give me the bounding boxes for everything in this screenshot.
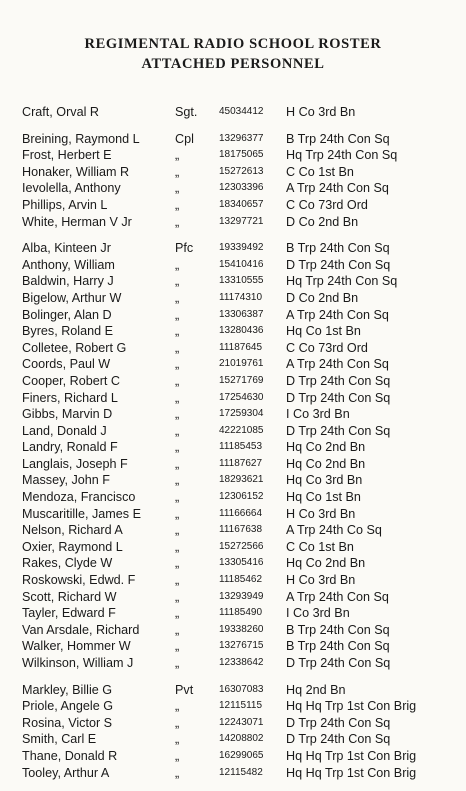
unit: I Co 3rd Bn: [286, 606, 350, 621]
rank: „: [175, 656, 180, 670]
rank: „: [175, 523, 180, 538]
unit: B Trp 24th Con Sq: [286, 639, 390, 654]
serial-number: 11185490: [219, 607, 263, 619]
roster-row: [22, 131, 462, 148]
serial-number: 18175065: [219, 149, 264, 161]
rank: „: [175, 473, 180, 488]
serial-number: 13280436: [219, 325, 264, 337]
rank: „: [175, 456, 180, 471]
person-name: Craft, Orval R: [22, 105, 99, 119]
person-name: Landry, Ronald F: [22, 440, 118, 455]
serial-number: 12338642: [219, 657, 264, 668]
serial-number: 13297721: [219, 215, 264, 227]
person-name: Markley, Billie G: [22, 682, 113, 697]
rank: Sgt.: [175, 105, 198, 119]
serial-number: 11167638: [219, 524, 263, 536]
rank: „: [175, 197, 180, 212]
person-name: Scott, Richard W: [22, 589, 117, 604]
roster-row: [22, 472, 462, 489]
serial-number: 13305416: [219, 557, 264, 569]
roster-group: [22, 682, 462, 782]
serial-number: 13296377: [219, 132, 264, 144]
roster-row: [22, 390, 462, 407]
serial-number: 14208802: [219, 733, 264, 745]
rank: „: [175, 715, 180, 730]
rank: „: [175, 164, 180, 179]
rank: „: [175, 423, 180, 438]
serial-number: 11187645: [219, 341, 263, 353]
rank: „: [175, 290, 180, 305]
roster-row: [22, 622, 462, 639]
roster-group: [22, 104, 462, 121]
serial-number: 16299065: [219, 749, 264, 761]
serial-number: 13306387: [219, 308, 264, 320]
roster-row: [22, 423, 462, 440]
roster-row: [22, 147, 462, 164]
person-name: Bolinger, Alan D: [22, 307, 112, 322]
roster-row: [22, 715, 462, 732]
roster-row: [22, 698, 462, 715]
unit: H Co 3rd Bn: [286, 105, 356, 119]
serial-number: 13310555: [219, 275, 264, 287]
person-name: Wilkinson, William J: [22, 656, 134, 670]
serial-number: 19339492: [219, 242, 264, 254]
roster-row: [22, 555, 462, 572]
rank: „: [175, 606, 180, 621]
unit: Hq Hq Trp 1st Con Brig: [286, 748, 417, 763]
serial-number: 12306152: [219, 491, 264, 503]
rank: „: [175, 373, 180, 388]
unit: B Trp 24th Con Sq: [286, 241, 390, 256]
serial-number: 17254630: [219, 391, 264, 403]
serial-number: 11185453: [219, 441, 263, 453]
unit: Hq Co 3rd Bn: [286, 473, 363, 488]
roster-row: [22, 765, 462, 782]
rank: „: [175, 699, 180, 714]
serial-number: 13276715: [219, 640, 264, 652]
person-name: Frost, Herbert E: [22, 148, 112, 163]
rank: Pfc: [175, 241, 194, 256]
person-name: Land, Donald J: [22, 423, 107, 438]
unit: D Trp 24th Con Sq: [286, 656, 391, 670]
roster-row: [22, 406, 462, 423]
unit: D Trp 24th Con Sq: [286, 390, 391, 405]
person-name: Byres, Roland E: [22, 324, 113, 339]
serial-number: 12115115: [219, 700, 263, 712]
roster-row: [22, 290, 462, 307]
unit: Hq Hq Trp 1st Con Brig: [286, 765, 417, 780]
person-name: Tayler, Edward F: [22, 606, 116, 621]
unit: B Trp 24th Con Sq: [286, 622, 390, 637]
person-name: Anthony, William: [22, 257, 115, 272]
rank: „: [175, 539, 180, 554]
unit: D Trp 24th Con Sq: [286, 423, 391, 438]
unit: D Co 2nd Bn: [286, 290, 359, 305]
unit: D Trp 24th Con Sq: [286, 732, 391, 747]
unit: Hq Co 1st Bn: [286, 490, 361, 505]
serial-number: 18293621: [219, 474, 264, 486]
serial-number: 42221085: [219, 424, 264, 436]
serial-number: 16307083: [219, 683, 264, 695]
serial-number: 11166664: [219, 507, 263, 519]
roster-group: [22, 131, 462, 231]
person-name: Mendoza, Francisco: [22, 490, 136, 505]
rank: „: [175, 148, 180, 163]
serial-number: 17259304: [219, 408, 264, 420]
roster-row: [22, 197, 462, 214]
serial-number: 15410416: [219, 258, 264, 270]
person-name: Alba, Kinteen Jr: [22, 241, 111, 256]
serial-number: 12115482: [219, 766, 263, 778]
roster-row: [22, 307, 462, 324]
roster-row: [22, 522, 462, 539]
rank: „: [175, 748, 180, 763]
person-name: Colletee, Robert G: [22, 340, 127, 355]
serial-number: 12303396: [219, 182, 264, 194]
roster-row: [22, 589, 462, 606]
roster-row: [22, 682, 462, 699]
person-name: Oxier, Raymond L: [22, 539, 123, 554]
person-name: Coords, Paul W: [22, 357, 111, 372]
serial-number: 15272566: [219, 540, 264, 552]
person-name: Smith, Carl E: [22, 732, 97, 747]
roster-list: [22, 104, 462, 791]
roster-row: [22, 572, 462, 589]
rank: „: [175, 589, 180, 604]
unit: Hq Co 1st Bn: [286, 324, 361, 339]
roster-row: [22, 214, 462, 231]
roster-row: [22, 257, 462, 274]
rank: „: [175, 622, 180, 637]
rank: „: [175, 639, 180, 654]
person-name: Thane, Donald R: [22, 748, 118, 763]
roster-row: [22, 605, 462, 622]
unit: Hq Co 2nd Bn: [286, 440, 366, 455]
rank: „: [175, 257, 180, 272]
roster-row: [22, 638, 462, 655]
rank: „: [175, 390, 180, 405]
person-name: Priole, Angele G: [22, 699, 114, 714]
rank: „: [175, 214, 180, 229]
person-name: Rosina, Victor S: [22, 715, 113, 730]
roster-group: [22, 240, 462, 671]
person-name: Breining, Raymond L: [22, 131, 140, 146]
unit: C Co 73rd Ord: [286, 197, 368, 212]
rank: „: [175, 440, 180, 455]
person-name: Phillips, Arvin L: [22, 197, 108, 212]
rank: „: [175, 407, 180, 422]
serial-number: 18340657: [219, 198, 264, 210]
unit: A Trp 24th Con Sq: [286, 181, 389, 196]
unit: B Trp 24th Con Sq: [286, 131, 390, 146]
person-name: Gibbs, Marvin D: [22, 407, 113, 422]
person-name: Ievolella, Anthony: [22, 181, 121, 196]
roster-row: [22, 373, 462, 390]
serial-number: 19338260: [219, 623, 264, 635]
roster-row: [22, 539, 462, 556]
roster-row: [22, 323, 462, 340]
person-name: Langlais, Joseph F: [22, 456, 128, 471]
serial-number: 12243071: [219, 716, 264, 728]
roster-row: [22, 104, 462, 121]
unit: D Trp 24th Con Sq: [286, 257, 391, 272]
rank: „: [175, 181, 180, 196]
unit: C Co 1st Bn: [286, 539, 354, 554]
serial-number: 11187627: [219, 457, 263, 469]
roster-row: [22, 489, 462, 506]
roster-row: [22, 506, 462, 523]
rank: „: [175, 340, 180, 355]
person-name: White, Herman V Jr: [22, 214, 132, 229]
serial-number: 45034412: [219, 106, 264, 117]
unit: A Trp 24th Con Sq: [286, 307, 389, 322]
roster-row: [22, 731, 462, 748]
page-subtitle: ATTACHED PERSONNEL: [141, 56, 325, 72]
unit: A Trp 24th Co Sq: [286, 523, 382, 538]
roster-row: [22, 164, 462, 181]
rank: „: [175, 573, 180, 588]
serial-number: 21019761: [219, 358, 264, 370]
roster-row: [22, 439, 462, 456]
rank: Cpl: [175, 131, 194, 146]
rank: „: [175, 506, 180, 521]
rank: „: [175, 274, 180, 289]
roster-row: [22, 456, 462, 473]
rank: „: [175, 490, 180, 505]
roster-row: [22, 356, 462, 373]
person-name: Nelson, Richard A: [22, 523, 123, 538]
serial-number: 15272613: [219, 165, 264, 177]
unit: D Trp 24th Con Sq: [286, 373, 391, 388]
unit: C Co 1st Bn: [286, 164, 354, 179]
rank: „: [175, 357, 180, 372]
roster-row: [22, 273, 462, 290]
rank: „: [175, 765, 180, 780]
person-name: Baldwin, Harry J: [22, 274, 114, 289]
serial-number: 11174310: [219, 291, 263, 303]
unit: A Trp 24th Con Sq: [286, 589, 389, 604]
serial-number: 11185462: [219, 574, 263, 586]
unit: Hq Co 2nd Bn: [286, 456, 366, 471]
person-name: Honaker, William R: [22, 164, 130, 179]
unit: Hq Trp 24th Con Sq: [286, 274, 398, 289]
person-name: Tooley, Arthur A: [22, 765, 110, 780]
unit: D Trp 24th Con Sq: [286, 715, 391, 730]
person-name: Muscaritille, James E: [22, 506, 141, 521]
rank: „: [175, 307, 180, 322]
person-name: Walker, Hommer W: [22, 639, 131, 654]
unit: C Co 73rd Ord: [286, 340, 368, 355]
roster-row: [22, 340, 462, 357]
roster-row: [22, 180, 462, 197]
person-name: Van Arsdale, Richard: [22, 622, 140, 637]
serial-number: 15271769: [219, 374, 264, 386]
unit: H Co 3rd Bn: [286, 573, 356, 588]
unit: H Co 3rd Bn: [286, 506, 356, 521]
rank: „: [175, 556, 180, 571]
unit: I Co 3rd Bn: [286, 407, 350, 422]
rank: Pvt: [175, 682, 194, 697]
person-name: Rakes, Clyde W: [22, 556, 113, 571]
person-name: Roskowski, Edwd. F: [22, 573, 136, 588]
unit: D Co 2nd Bn: [286, 214, 359, 229]
person-name: Finers, Richard L: [22, 390, 118, 405]
roster-row: [22, 655, 462, 672]
rank: „: [175, 732, 180, 747]
person-name: Cooper, Robert C: [22, 373, 121, 388]
person-name: Massey, John F: [22, 473, 110, 488]
unit: Hq Trp 24th Con Sq: [286, 148, 398, 163]
roster-row: [22, 748, 462, 765]
rank: „: [175, 324, 180, 339]
page-title: REGIMENTAL RADIO SCHOOL ROSTER: [84, 36, 382, 52]
serial-number: 13293949: [219, 590, 264, 602]
unit: Hq Hq Trp 1st Con Brig: [286, 699, 417, 714]
person-name: Bigelow, Arthur W: [22, 290, 122, 305]
unit: Hq Co 2nd Bn: [286, 556, 366, 571]
unit: A Trp 24th Con Sq: [286, 357, 389, 372]
unit: Hq 2nd Bn: [286, 682, 346, 697]
roster-row: [22, 240, 462, 257]
